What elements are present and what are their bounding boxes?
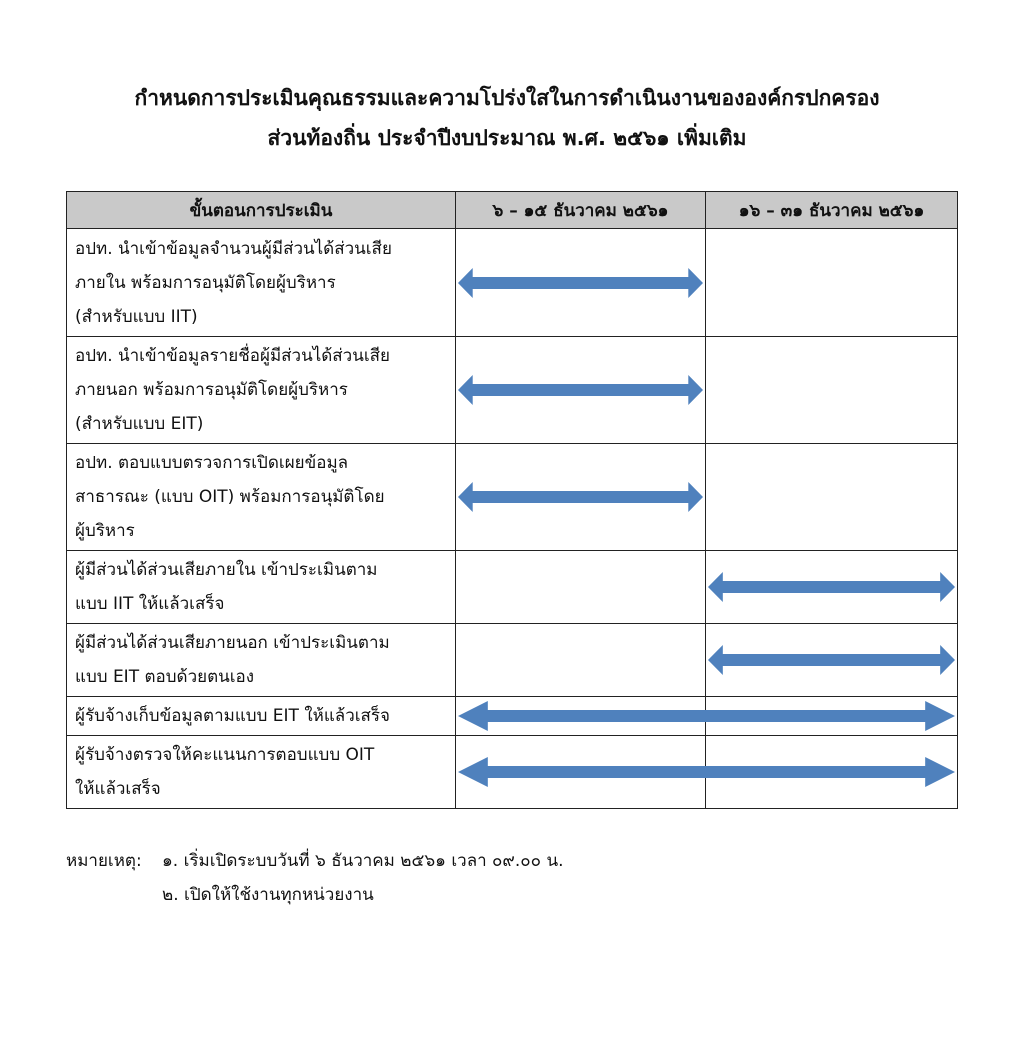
period-1-cell bbox=[456, 624, 706, 697]
double-arrow-icon bbox=[708, 645, 955, 675]
timeline-arrow bbox=[708, 645, 955, 675]
step-text-line: อปท. ตอบแบบตรวจการเปิดเผยข้อมูล bbox=[75, 453, 349, 473]
step-text-line: อปท. นำเข้าข้อมูลรายชื่อผู้มีส่วนได้ส่วนเสีย bbox=[75, 346, 390, 366]
period-1-cell bbox=[456, 551, 706, 624]
period-2-cell bbox=[706, 337, 958, 444]
double-arrow-icon bbox=[458, 268, 703, 298]
step-text-line: อปท. นำเข้าข้อมูลจำนวนผู้มีส่วนได้ส่วนเสีย bbox=[75, 238, 392, 259]
double-arrow-icon bbox=[708, 572, 955, 602]
note-label: หมายเหตุ: bbox=[66, 851, 142, 871]
step-cell bbox=[67, 551, 456, 624]
schedule-table bbox=[66, 191, 958, 809]
step-text-line: ผู้บริหาร bbox=[75, 521, 135, 541]
title-line-2: ส่วนท้องถิ่น ประจำปีงบประมาณ พ.ศ. ๒๕๖๑ เพิ่มเติม bbox=[267, 126, 747, 150]
table-row bbox=[67, 697, 958, 736]
table-row bbox=[67, 551, 958, 624]
step-cell bbox=[67, 697, 456, 736]
title-line-1: กำหนดการประเมินคุณธรรมและความโปร่งใสในการดำเนินงานขององค์กรปกครอง bbox=[134, 86, 880, 110]
step-text-line: ภายใน พร้อมการอนุมัติโดยผู้บริหาร bbox=[75, 272, 336, 293]
timeline-arrow bbox=[458, 482, 703, 512]
timeline-arrow bbox=[708, 572, 955, 602]
timeline-arrow bbox=[458, 375, 703, 405]
period-1-cell bbox=[456, 337, 706, 444]
double-arrow-icon bbox=[458, 482, 703, 512]
header-period-2: ๑๖ – ๓๑ ธันวาคม ๒๕๖๑ bbox=[706, 192, 958, 229]
step-text-line: ผู้รับจ้างเก็บข้อมูลตามแบบ EIT ให้แล้วเสร็จ bbox=[75, 706, 391, 726]
step-text-line: (สำหรับแบบ EIT) bbox=[75, 414, 204, 434]
double-arrow-icon bbox=[458, 757, 955, 787]
header-period-1: ๖ – ๑๕ ธันวาคม ๒๕๖๑ bbox=[456, 192, 706, 229]
footnote bbox=[66, 844, 563, 912]
timeline-arrow bbox=[458, 757, 955, 787]
double-arrow-icon bbox=[458, 701, 955, 731]
period-2-cell bbox=[706, 229, 958, 337]
step-text-line: ให้แล้วเสร็จ bbox=[75, 779, 161, 799]
note-item-2: ๒. เปิดให้ใช้งานทุกหน่วยงาน bbox=[162, 885, 374, 905]
timeline-arrow bbox=[458, 268, 703, 298]
step-text-line: สาธารณะ (แบบ OIT) พร้อมการอนุมัติโดย bbox=[75, 487, 385, 507]
timeline-arrow bbox=[458, 701, 955, 731]
document-title bbox=[0, 78, 1014, 158]
step-text-line: ผู้มีส่วนได้ส่วนเสียภายนอก เข้าประเมินตาม bbox=[75, 633, 390, 653]
table-row bbox=[67, 624, 958, 697]
step-text-line: แบบ IIT ให้แล้วเสร็จ bbox=[75, 594, 225, 614]
note-item-1: ๑. เริ่มเปิดระบบวันที่ ๖ ธันวาคม ๒๕๖๑ เวลา ๐๙.๐๐ น. bbox=[162, 851, 564, 871]
period-2-cell bbox=[706, 444, 958, 551]
step-cell bbox=[67, 736, 456, 809]
step-text-line: ภายนอก พร้อมการอนุมัติโดยผู้บริหาร bbox=[75, 380, 348, 400]
period-2-cell bbox=[706, 551, 958, 624]
period-1-cell bbox=[456, 697, 706, 736]
header-row bbox=[67, 192, 958, 229]
step-cell bbox=[67, 337, 456, 444]
step-cell bbox=[67, 624, 456, 697]
step-text-line: ผู้มีส่วนได้ส่วนเสียภายใน เข้าประเมินตาม bbox=[75, 560, 378, 580]
table-row bbox=[67, 444, 958, 551]
table-row bbox=[67, 736, 958, 809]
table-row bbox=[67, 337, 958, 444]
step-text-line: แบบ EIT ตอบด้วยตนเอง bbox=[75, 667, 255, 687]
header-step: ขั้นตอนการประเมิน bbox=[67, 192, 456, 229]
period-1-cell bbox=[456, 229, 706, 337]
double-arrow-icon bbox=[458, 375, 703, 405]
period-2-cell bbox=[706, 624, 958, 697]
step-text-line: (สำหรับแบบ IIT) bbox=[75, 306, 198, 327]
period-1-cell bbox=[456, 444, 706, 551]
period-1-cell bbox=[456, 736, 706, 809]
step-cell bbox=[67, 444, 456, 551]
step-text-line: ผู้รับจ้างตรวจให้คะแนนการตอบแบบ OIT bbox=[75, 745, 375, 765]
table-row bbox=[67, 229, 958, 337]
step-cell bbox=[67, 229, 456, 337]
